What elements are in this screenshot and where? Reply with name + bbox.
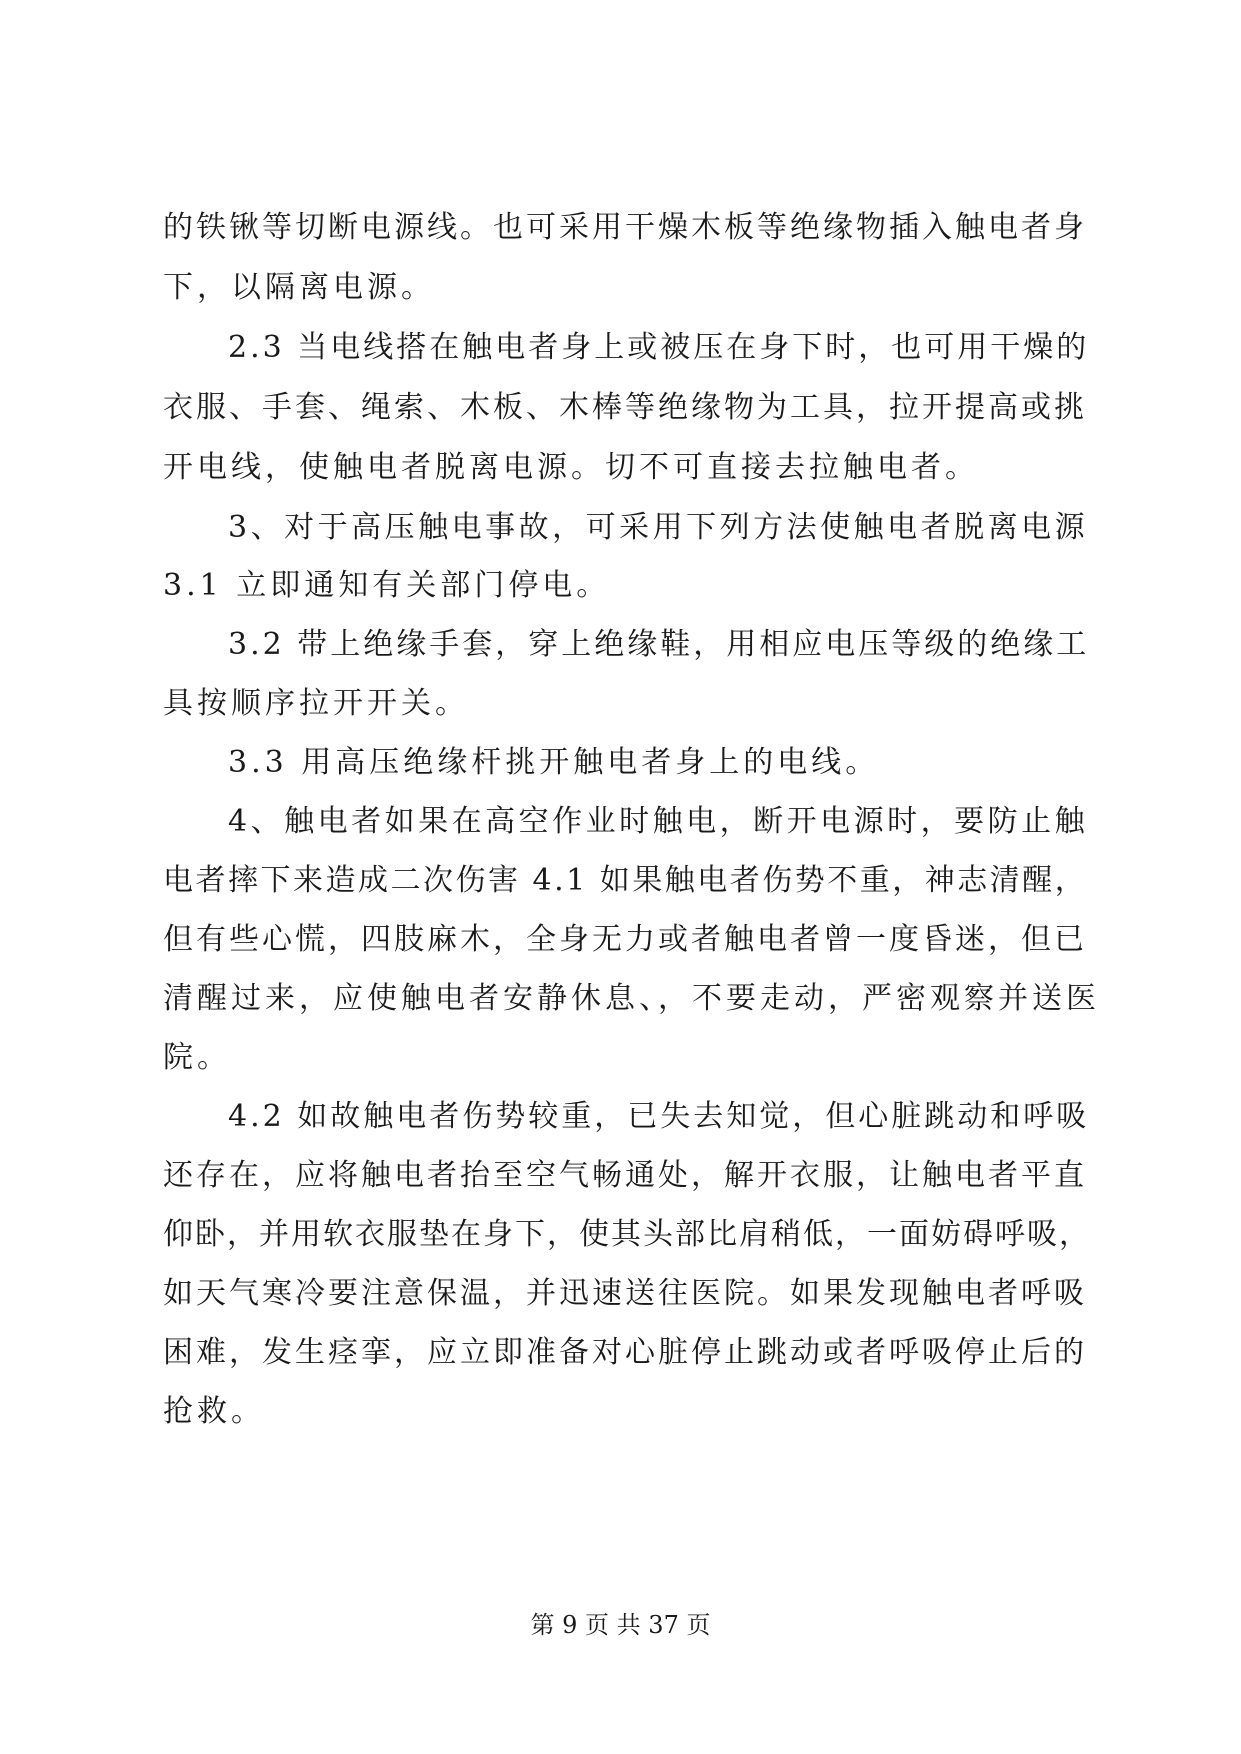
text-line-7: 3.1 立即通知有关部门停电。: [163, 568, 611, 603]
text-line-6: 3、对于高压触电事故，可采用下列方法使触电者脱离电源: [228, 510, 1089, 545]
text-line-4: 衣服、手套、绳索、木板、木棒等绝缘物为工具，拉开提高或挑: [163, 390, 1087, 425]
text-line-5: 开电线，使触电者脱离电源。切不可直接去拉触电者。: [163, 450, 979, 485]
text-line-8: 3.2 带上绝缘手套，穿上绝缘鞋，用相应电压等级的绝缘工: [228, 627, 1090, 662]
text-line-21: 抢救。: [163, 1394, 265, 1429]
page-number-footer: 第 9 页 共 37 页: [530, 1611, 711, 1639]
text-line-13: 但有些心慌，四肢麻木，全身无力或者触电者曾一度昏迷，但已: [163, 922, 1087, 957]
text-line-10: 3.3 用高压绝缘杆挑开触电者身上的电线。: [228, 745, 880, 780]
text-line-1: 的铁锹等切断电源线。也可采用干燥木板等绝缘物插入触电者身: [163, 210, 1087, 245]
text-line-18: 仰卧，并用软衣服垫在身下，使其头部比肩稍低，一面妨碍呼吸，: [163, 1217, 1091, 1252]
text-line-19: 如天气寒冷要注意保温，并迅速送往医院。如果发现触电者呼吸: [163, 1276, 1087, 1311]
text-line-17: 还存在，应将触电者抬至空气畅通处，解开衣服，让触电者平直: [163, 1158, 1087, 1193]
text-line-20: 困难，发生痉挛，应立即准备对心脏停止跳动或者呼吸停止后的: [163, 1335, 1087, 1370]
text-line-12: 电者摔下来造成二次伤害 4.1 如果触电者伤势不重，神志清醒，: [163, 863, 1088, 898]
text-line-16: 4.2 如故触电者伤势较重，已失去知觉，但心脏跳动和呼吸: [228, 1099, 1090, 1134]
text-line-15: 院。: [163, 1040, 231, 1075]
text-line-11: 4、触电者如果在高空作业时触电，断开电源时，要防止触: [228, 804, 1089, 839]
text-line-3: 2.3 当电线搭在触电者身上或被压在身下时，也可用干燥的: [228, 330, 1090, 365]
text-line-2: 下，以隔离电源。: [163, 270, 435, 305]
text-line-14: 清醒过来，应使触电者安静休息、，不要走动，严密观察并送医: [163, 981, 1100, 1016]
text-line-9: 具按顺序拉开开关。: [163, 686, 469, 721]
